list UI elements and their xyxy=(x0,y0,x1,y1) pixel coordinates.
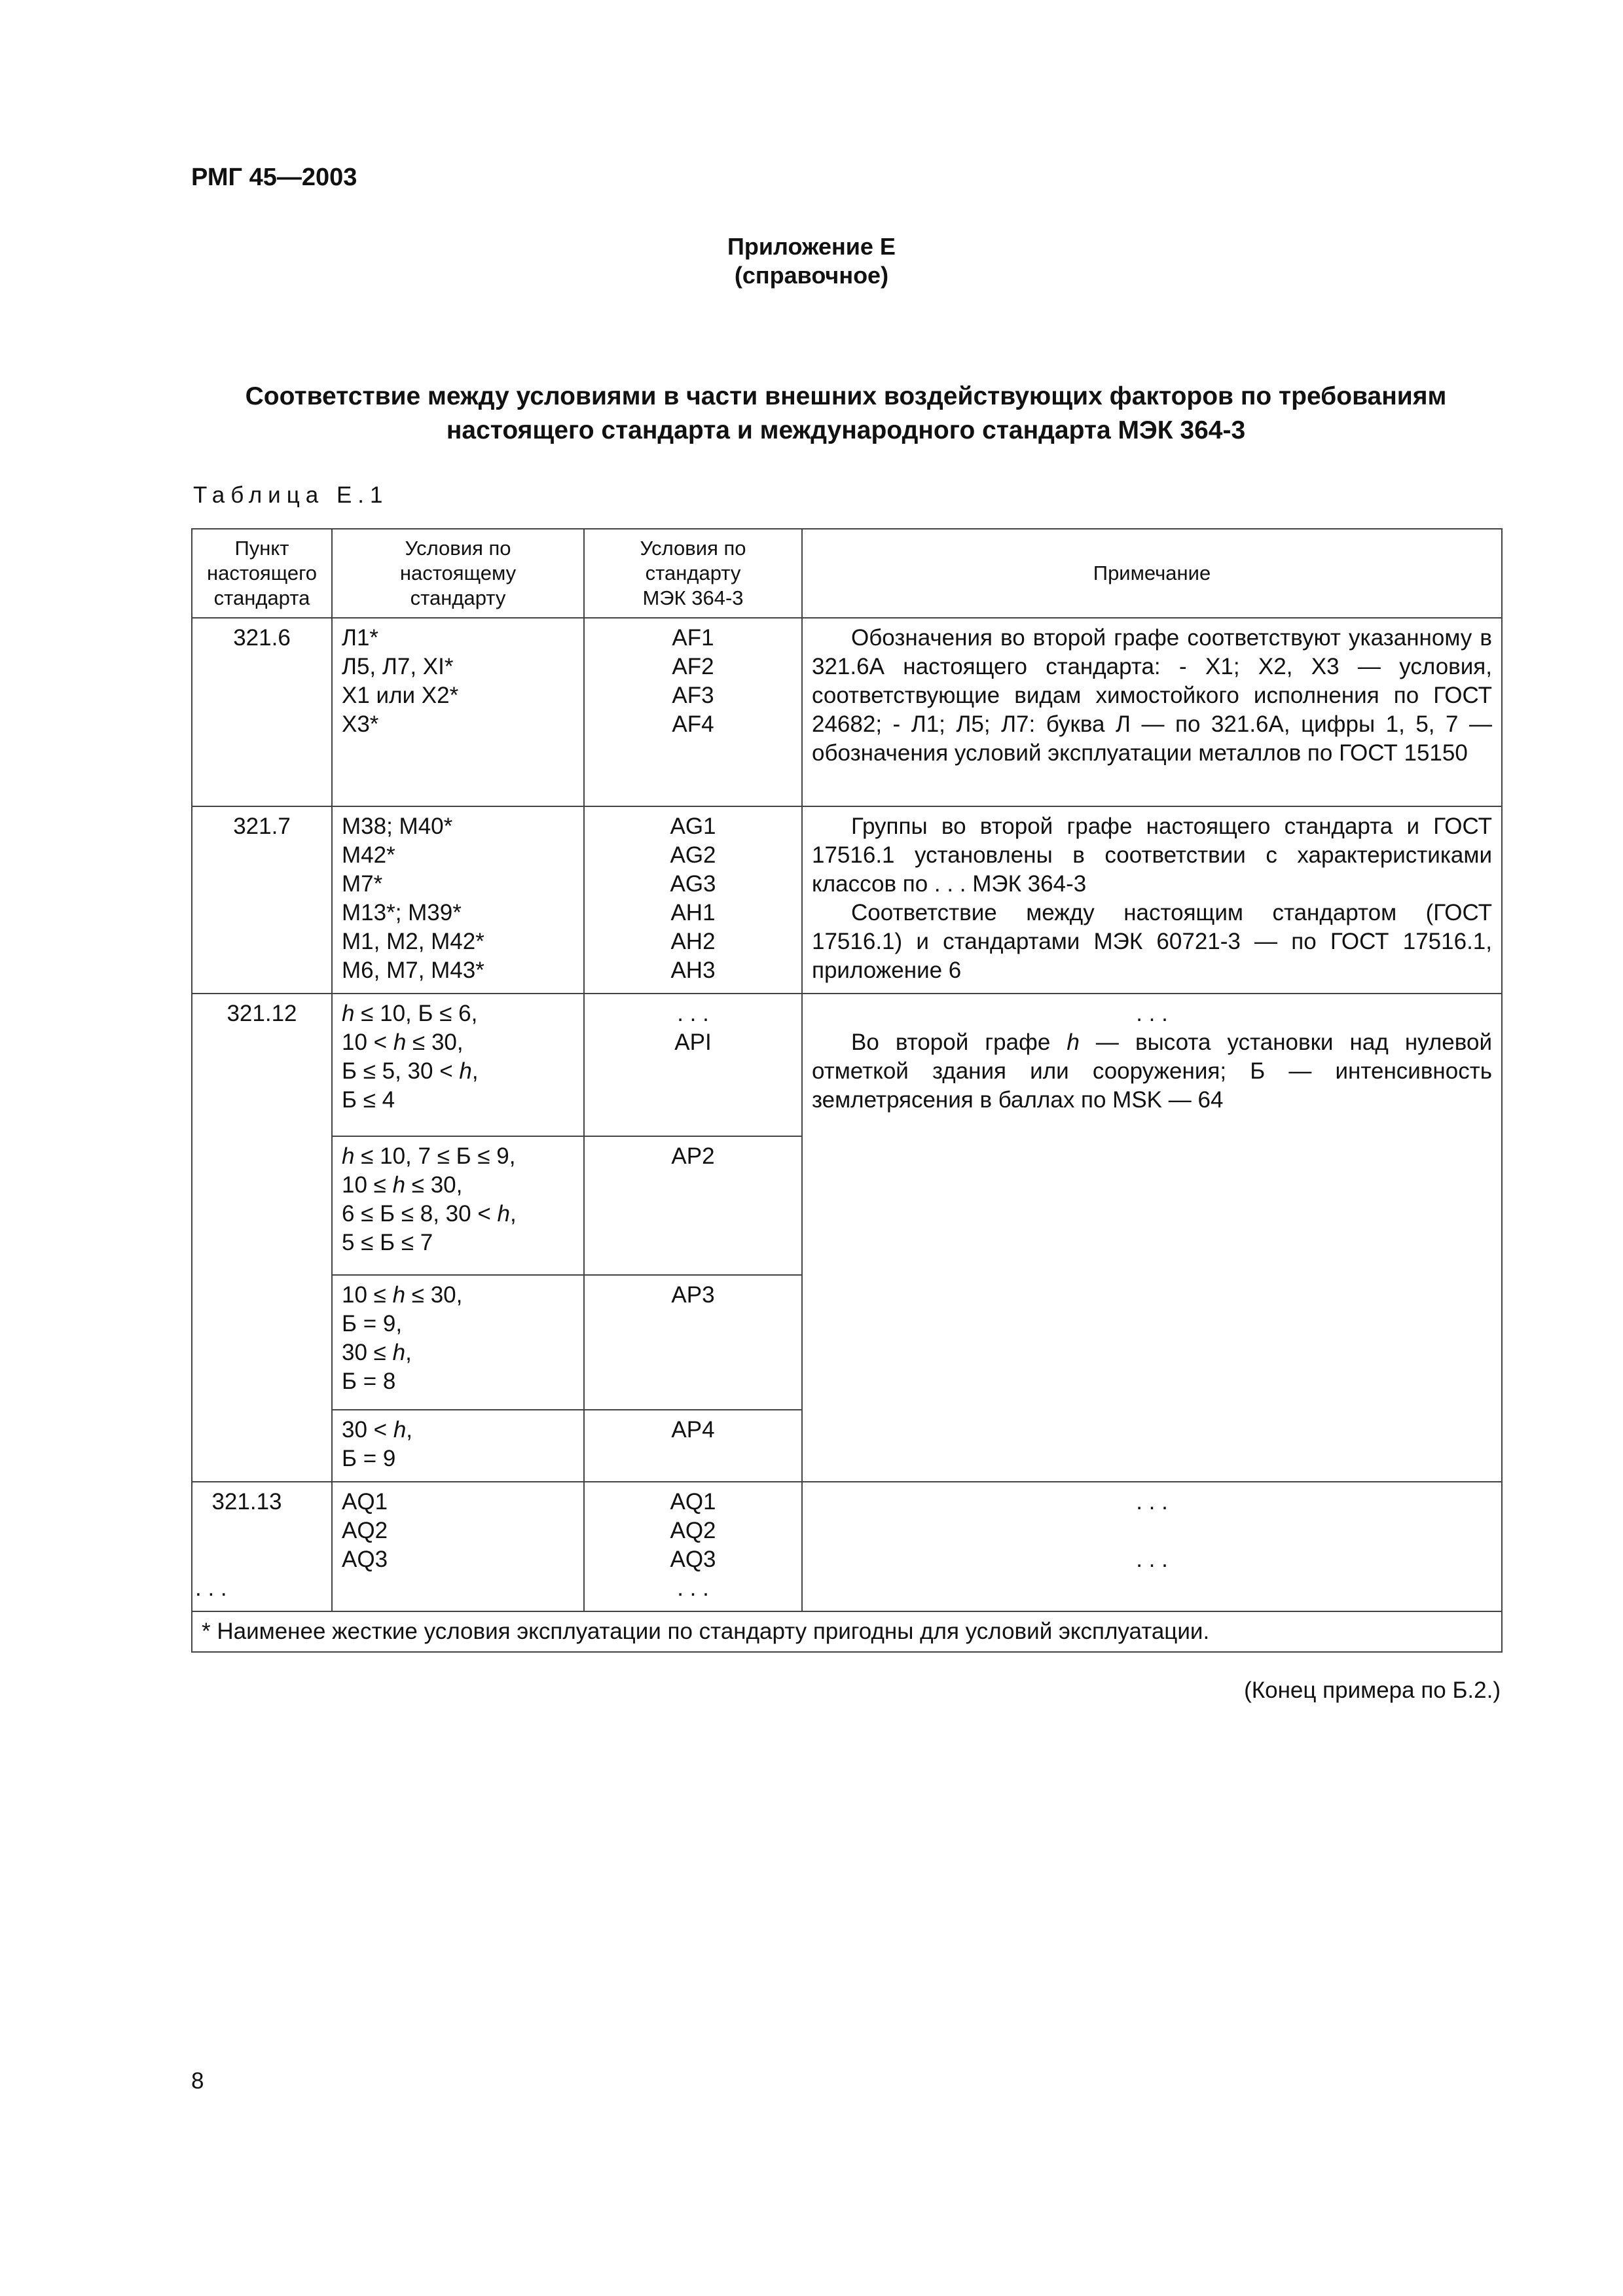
document-code: РМГ 45—2003 xyxy=(191,164,357,191)
note-cell: Обозначения во второй графе соответствуют указанному в 321.6А настоящего стандарта: - X1; X2, X3 — условия, соответствующие видам химостойкого исполнения по ГОСТ 24682; - Л1; Л5; Л7: буква Л — по 321.6А, цифры 1, 5, 7 — обозначения условий эксплуатации металлов по ГОСТ 15150 xyxy=(802,618,1502,806)
table-row xyxy=(192,1482,1502,1611)
conditions-cell: h ≤ 10, 7 ≤ Б ≤ 9, 10 ≤ h ≤ 30, 6 ≤ Б ≤ 8, 30 < h, 5 ≤ Б ≤ 7 xyxy=(332,1136,584,1275)
conditions-cell: 30 < h, Б = 9 xyxy=(332,1410,584,1482)
header-note: Примечание xyxy=(802,529,1502,618)
iec-cell: AG1 AG2 AG3 AH1 AH2 AH3 xyxy=(584,806,802,994)
page-heading xyxy=(191,380,1501,448)
table-header-row xyxy=(192,529,1502,618)
table-footnote: * Наименее жесткие условия эксплуатации по стандарту пригодны для условий эксплуатации. xyxy=(192,1611,1502,1652)
appendix-title: Приложение Е xyxy=(727,233,896,260)
iec-cell: AP2 xyxy=(584,1136,802,1275)
item-cell: 321.6 xyxy=(192,618,332,806)
end-of-example-note: (Конец примера по Б.2.) xyxy=(1244,1677,1501,1703)
item-cell: 321.7 xyxy=(192,806,332,994)
header-conditions-standard: Условия по настоящему стандарту xyxy=(332,529,584,618)
correspondence-table xyxy=(191,528,1503,1653)
conditions-cell: М38; М40* М42* М7* М13*; М39* М1, М2, М42* М6, М7, М43* xyxy=(332,806,584,994)
table-label: Таблица Е.1 xyxy=(193,482,389,508)
iec-cell: . . . API xyxy=(584,994,802,1136)
conditions-cell: AQ1 AQ2 AQ3 xyxy=(332,1482,584,1611)
heading-line-2: настоящего стандарта и международного стандарта МЭК 364-3 xyxy=(446,416,1246,444)
conditions-cell: 10 ≤ h ≤ 30, Б = 9, 30 ≤ h, Б = 8 xyxy=(332,1275,584,1410)
conditions-cell: Л1* Л5, Л7, XI* X1 или X2* X3* xyxy=(332,618,584,806)
table-footnote-row xyxy=(192,1611,1502,1652)
table-row xyxy=(192,806,1502,994)
conditions-cell: h ≤ 10, Б ≤ 6, 10 < h ≤ 30, Б ≤ 5, 30 < h, Б ≤ 4 xyxy=(332,994,584,1136)
note-cell: . . . Во второй графе h — высота установки над нулевой отметкой здания или сооружения; Б — интенсивность землетрясения в баллах по MSK — 64 xyxy=(802,994,1502,1482)
note-cell: Группы во второй графе настоящего стандарта и ГОСТ 17516.1 установлены в соответствии с характеристиками классов по . . . МЭК 364-3 Соответствие между настоящим стандартом (ГОСТ 17516.1) и стандартами МЭК 60721-3 — по ГОСТ 17516.1, приложение 6 xyxy=(802,806,1502,994)
page-number: 8 xyxy=(191,2068,204,2094)
appendix-subtitle: (справочное) xyxy=(734,262,889,289)
header-conditions-iec: Условия по стандарту МЭК 364-3 xyxy=(584,529,802,618)
item-cell: 321.13 . . . xyxy=(192,1482,332,1611)
table-row xyxy=(192,994,1502,1136)
iec-cell: AQ1 AQ2 AQ3 . . . xyxy=(584,1482,802,1611)
iec-cell: AF1 AF2 AF3 AF4 xyxy=(584,618,802,806)
heading-line-1: Соответствие между условиями в части внешних воздействующих факторов по требованиям xyxy=(245,382,1447,410)
iec-cell: AP4 xyxy=(584,1410,802,1482)
table-row xyxy=(192,618,1502,806)
iec-cell: AP3 xyxy=(584,1275,802,1410)
header-item: Пункт настоящего стандарта xyxy=(192,529,332,618)
note-cell: . . . . . . xyxy=(802,1482,1502,1611)
item-cell: 321.12 xyxy=(192,994,332,1482)
